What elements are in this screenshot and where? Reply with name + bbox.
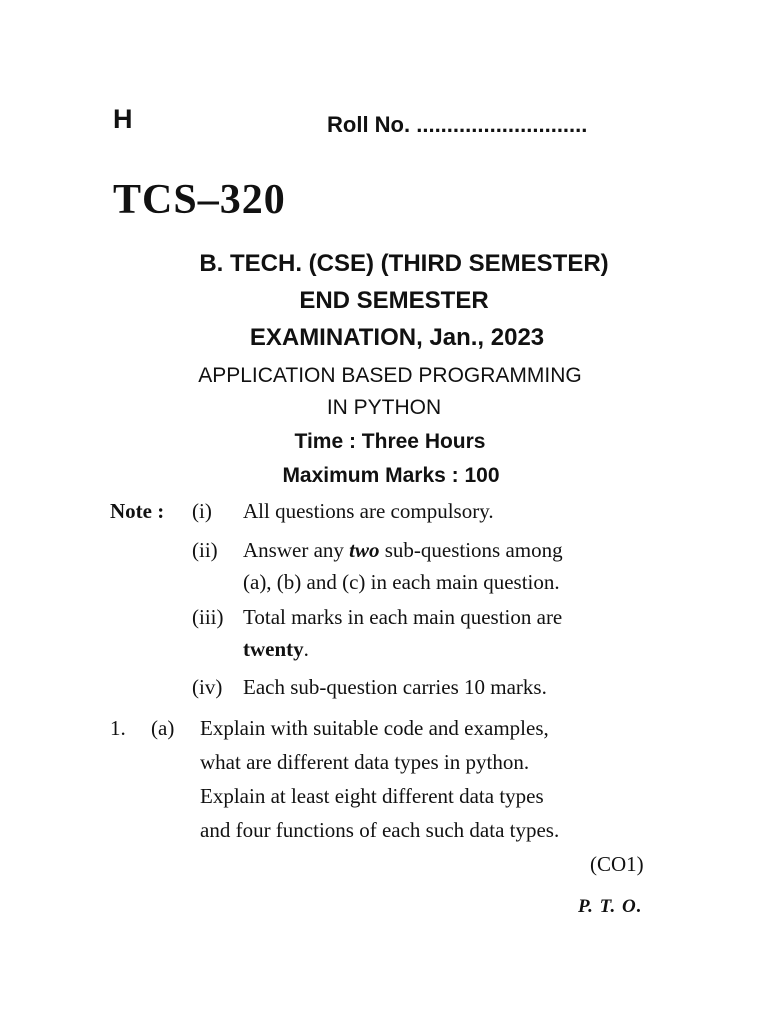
emphasis-twenty: twenty [243, 637, 304, 661]
please-turn-over: P. T. O. [578, 896, 643, 917]
subject-title-line2: IN PYTHON [326, 396, 442, 419]
note-item-text: All questions are compulsory. [243, 499, 494, 523]
roll-label: Roll No. [327, 112, 411, 137]
paper-code: TCS–320 [113, 177, 286, 223]
note-item-text: Total marks in each main question are [243, 605, 563, 629]
exam-duration: Time : Three Hours [294, 430, 486, 453]
note-item-text: Each sub-question carries 10 marks. [243, 675, 547, 699]
emphasis-two: two [349, 538, 380, 562]
question-text-line: Explain with suitable code and examples, [200, 716, 549, 740]
question-part: (a) [151, 716, 175, 740]
note-item-number: (i) [192, 499, 212, 523]
question-number: 1. [110, 716, 126, 740]
note-item-text: Answer any two sub-questions among [243, 538, 563, 562]
series-code: H [113, 104, 133, 134]
maximum-marks: Maximum Marks : 100 [282, 464, 500, 487]
roll-number-field [327, 112, 587, 138]
note-item-number: (ii) [192, 538, 218, 562]
exam-title-line1: END SEMESTER [299, 287, 489, 314]
note-item-text-cont: (a), (b) and (c) in each main question. [243, 570, 560, 594]
question-text-line: what are different data types in python. [200, 750, 530, 774]
subject-title-line1: APPLICATION BASED PROGRAMMING [198, 364, 582, 387]
program-title: B. TECH. (CSE) (THIRD SEMESTER) [199, 250, 609, 277]
exam-title-line2: EXAMINATION, Jan., 2023 [249, 324, 545, 351]
note-item-text-cont: twenty. [243, 637, 309, 661]
question-text-line: Explain at least eight different data types [200, 784, 544, 808]
course-outcome-tag: (CO1) [590, 852, 644, 876]
question-text-line: and four functions of each such data types. [200, 818, 560, 842]
note-item-number: (iii) [192, 605, 224, 629]
note-item-number: (iv) [192, 675, 223, 699]
roll-dots: ............................ [416, 112, 588, 137]
note-label: Note : [110, 499, 165, 523]
